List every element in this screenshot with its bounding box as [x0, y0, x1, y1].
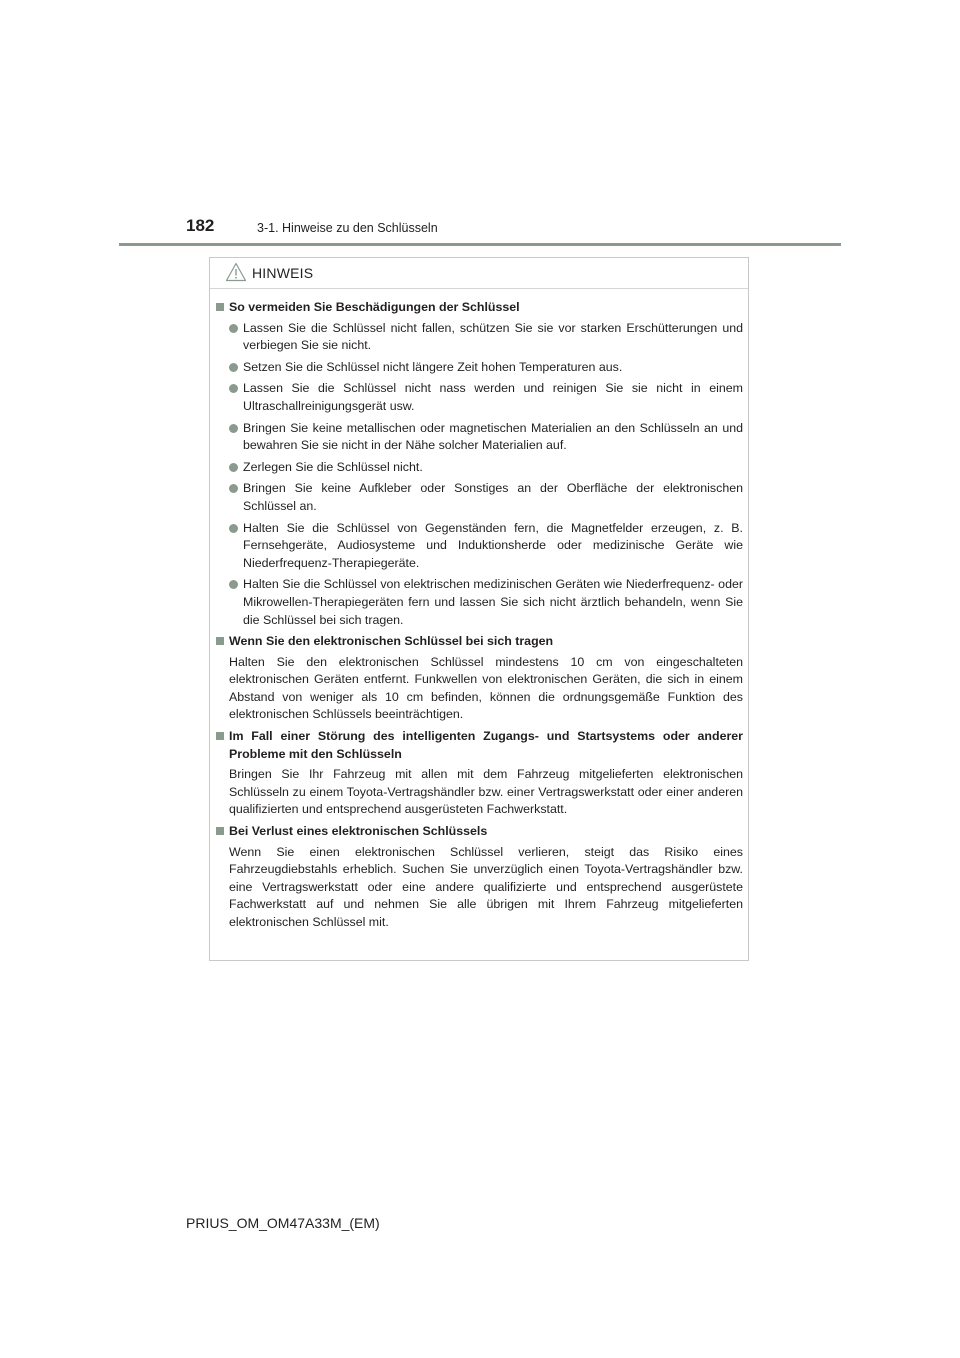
- manual-code: PRIUS_OM_OM47A33M_(EM): [186, 1215, 380, 1231]
- bullet-item: Halten Sie die Schlüssel von elektrischen medizinischen Geräten wie Niederfrequenz- oder Mikrowellen-Therapiegeräten fern und lassen Sie sich nicht ärztlich behandeln, wenn Sie die Schlüssel bei sich tragen.: [216, 576, 743, 629]
- notice-header: [210, 258, 748, 289]
- section-heading: Bei Verlust eines elektronischen Schlüssels: [216, 823, 743, 841]
- bullet-item: Halten Sie die Schlüssel von Gegenständen fern, die Magnetfelder erzeugen, z. B. Fernsehgeräte, Audiosysteme und Induktionsherde oder medizinische Geräte wie Niederfrequenz-Therapiegeräte.: [216, 520, 743, 573]
- section-text: Bringen Sie Ihr Fahrzeug mit allen mit dem Fahrzeug mitgelieferten elektronischen Schlüsseln zu einem Toyota-Vertragshändler bzw. einer Vertragswerkstatt oder einer anderen qualifizierten und entsprechend ausgerüsteten Fachwerkstatt.: [229, 767, 743, 817]
- section-text: Wenn Sie einen elektronischen Schlüssel verlieren, steigt das Risiko eines Fahrzeugdiebstahls erheblich. Suchen Sie unverzüglich einen Toyota-Vertragshändler bzw. eine Vertragswerkstatt oder eine andere qualifizierte und entsprechend ausgerüstete Fachwerkstatt auf und nehmen Sie alle übrigen mit Ihrem Fahrzeug mitgelieferten elektronischen Schlüssel mit.: [229, 844, 743, 929]
- notice-label: HINWEIS: [252, 265, 314, 281]
- bullet-item: Bringen Sie keine Aufkleber oder Sonstiges an der Oberfläche der elektronischen Schlüssel an.: [216, 480, 743, 515]
- bullet-item: Zerlegen Sie die Schlüssel nicht.: [216, 459, 743, 477]
- notice-box: [209, 257, 749, 961]
- square-bullet-icon: [216, 732, 224, 740]
- bullet-item: Lassen Sie die Schlüssel nicht nass werden und reinigen Sie sie nicht in einem Ultraschallreinigungsgerät usw.: [216, 380, 743, 415]
- round-bullet-icon: [229, 324, 238, 333]
- notice-body: [216, 299, 743, 936]
- round-bullet-icon: [229, 580, 238, 589]
- section-heading: Wenn Sie den elektronischen Schlüssel bei sich tragen: [216, 633, 743, 651]
- section-avoid-damage: [216, 299, 743, 629]
- section-title: 3-1. Hinweise zu den Schlüsseln: [257, 221, 438, 235]
- bullet-item: Setzen Sie die Schlüssel nicht längere Zeit hohen Temperaturen aus.: [216, 359, 743, 377]
- section-system-malfunction: [216, 728, 743, 819]
- section-lost-key: [216, 823, 743, 932]
- page-number: 182: [186, 216, 215, 235]
- round-bullet-icon: [229, 384, 238, 393]
- square-bullet-icon: [216, 637, 224, 645]
- round-bullet-icon: [229, 463, 238, 472]
- round-bullet-icon: [229, 363, 238, 372]
- section-text: Halten Sie den elektronischen Schlüssel mindestens 10 cm von eingeschalteten elektronischen Geräten entfernt. Funkwellen von elektronischen Geräten, die sich in einem Abstand von weniger als 10 cm befinden, können die ordnungsgemäße Funktion des elektronischen Schlüssels beeinträchtigen.: [229, 654, 743, 722]
- section-heading: Im Fall einer Störung des intelligenten Zugangs- und Startsystems oder anderer Probleme mit den Schlüsseln: [216, 728, 743, 763]
- bullet-item: Lassen Sie die Schlüssel nicht fallen, schützen Sie sie vor starken Erschütterungen und verbiegen Sie sie nicht.: [216, 320, 743, 355]
- section-carrying-key: [216, 633, 743, 724]
- section-heading: So vermeiden Sie Beschädigungen der Schlüssel: [216, 299, 743, 317]
- header-rule: [119, 243, 841, 246]
- round-bullet-icon: [229, 524, 238, 533]
- square-bullet-icon: [216, 303, 224, 311]
- warning-triangle-icon: [225, 262, 247, 282]
- round-bullet-icon: [229, 484, 238, 493]
- round-bullet-icon: [229, 424, 238, 433]
- square-bullet-icon: [216, 827, 224, 835]
- bullet-item: Bringen Sie keine metallischen oder magnetischen Materialien an den Schlüsseln an und bewahren Sie sie nicht in der Nähe solcher Materialien auf.: [216, 420, 743, 455]
